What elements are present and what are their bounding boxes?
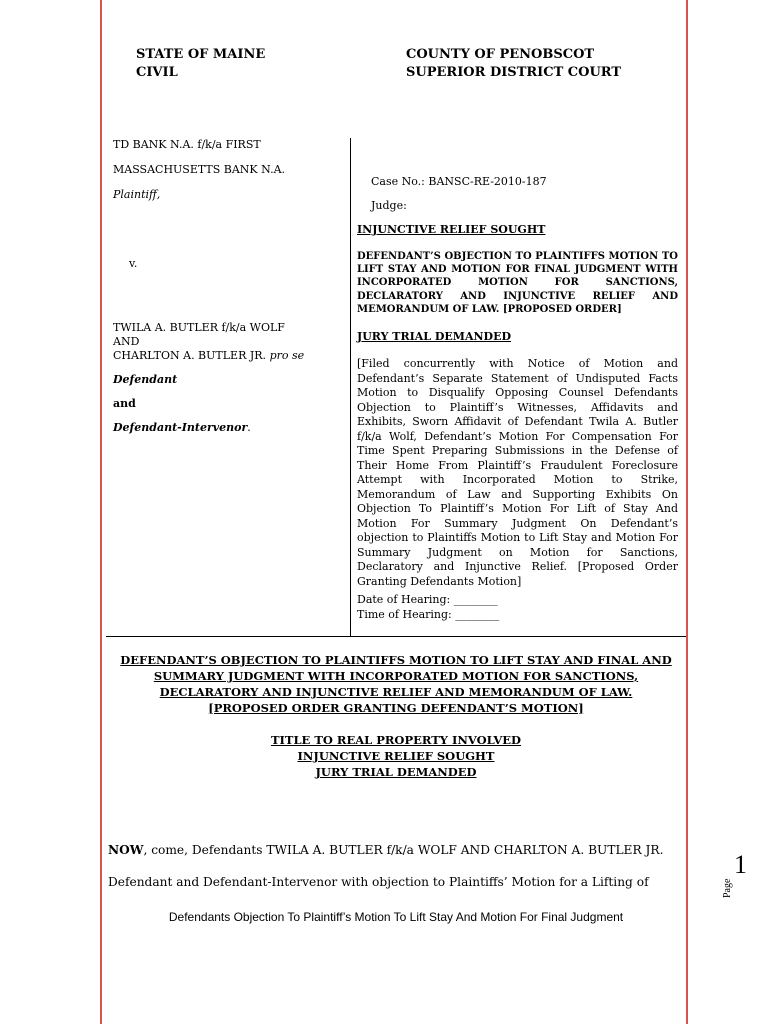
caption-divider	[350, 138, 351, 636]
plaintiff-name-2: MASSACHUSETTS BANK N.A.	[113, 163, 286, 176]
plaintiff-name-1: TD BANK N.A. f/k/a FIRST	[113, 138, 261, 151]
defendant-role: Defendant	[113, 373, 178, 386]
page-number-value: 1	[734, 850, 747, 879]
defendant-and: AND	[113, 335, 140, 348]
body-paragraph-1: NOW, come, Defendants TWILA A. BUTLER f/k/a WOLF AND CHARLTON A. BUTLER JR.	[108, 843, 664, 857]
case-number: Case No.: BANSC-RE-2010-187	[371, 175, 547, 188]
judge: Judge:	[371, 199, 407, 212]
versus: v.	[129, 257, 138, 270]
body-paragraph-2: Defendant and Defendant-Intervenor with objection to Plaintiffs’ Motion for a Lifting of	[108, 875, 649, 889]
page-number	[722, 850, 762, 900]
jury-trial: JURY TRIAL DEMANDED	[357, 330, 512, 343]
court-state: STATE OF MAINE CIVIL	[136, 47, 266, 80]
caption-defendants	[113, 321, 343, 435]
caption-left	[113, 138, 343, 202]
left-margin-line	[100, 0, 102, 1024]
injunctive-relief: INJUNCTIVE RELIEF SOUGHT	[357, 223, 546, 236]
motion-title: DEFENDANT’S OBJECTION TO PLAINTIFFS MOTION TO LIFT STAY AND FINAL AND SUMMARY JUDGMENT WITH INCORPORATED MOTION FOR SANCTIONS, DECLARATORY AND INJUNCTIVE RELIEF AND MEMORANDUM OF LAW. [PROPOSED ORDER GRANTING DEFENDANT’S MOTION] TITLE TO REAL PROPERTY INVOLVED INJUNCTIVE RELIEF SOUGHT JURY TRIAL DEMANDED	[120, 653, 672, 779]
objection-title: DEFENDANT’S OBJECTION TO PLAINTIFFS MOTION TO LIFT STAY AND MOTION FOR FINAL JUDGMENT WITH INCORPORATED MOTION FOR SANCTIONS, DECLARATORY AND INJUNCTIVE RELIEF AND MEMORANDUM OF LAW. [PROPOSED ORDER]	[357, 251, 678, 315]
defendant-name-2: CHARLTON A. BUTLER JR. pro se	[113, 349, 305, 362]
time-of-hearing: Time of Hearing: ________	[357, 608, 500, 621]
page-label: Page	[722, 878, 733, 898]
intervenor-role: Defendant-Intervenor.	[113, 421, 251, 434]
and-word: and	[113, 397, 136, 410]
right-margin-line	[686, 0, 688, 1024]
filed-concurrently-text: [Filed concurrently with Notice of Motion and Defendant’s Separate Statement of Undisputed Facts Motion to Disqualify Opposing Counsel Defendants Objection to Plaintiff’s Witnesses, Affidavits and Exhibits, Sworn Affidavit of Defendant Twila A. Butler f/k/a Wolf, Defendant’s Motion For Compensation For Time Spent Preparing Submissions in the Defense of Their Home From Plaintiff’s Fraudulent Foreclosure Attempt with Incorporated Motion to Strike, Memorandum of Law and Supporting Exhibits On Objection To Plaintiff’s Motion For Lift of Stay And Motion For Summary Judgment On Defendant’s objection to Plaintiffs Motion to Lift Stay and Motion For Summary Judgment on Motion for Sanctions, Declaratory and Injunctive Relief. [Proposed Order Granting Defendants Motion]	[357, 357, 678, 588]
date-of-hearing: Date of Hearing: ________	[357, 593, 498, 606]
plaintiff-role: Plaintiff,	[113, 188, 161, 201]
caption-bottom-rule	[106, 636, 686, 637]
defendant-name-1: TWILA A. BUTLER f/k/a WOLF	[113, 321, 285, 334]
footer-text: Defendants Objection To Plaintiff’s Motion To Lift Stay And Motion For Final Judgment	[168, 910, 624, 924]
court-county: COUNTY OF PENOBSCOT SUPERIOR DISTRICT COURT	[406, 47, 622, 80]
